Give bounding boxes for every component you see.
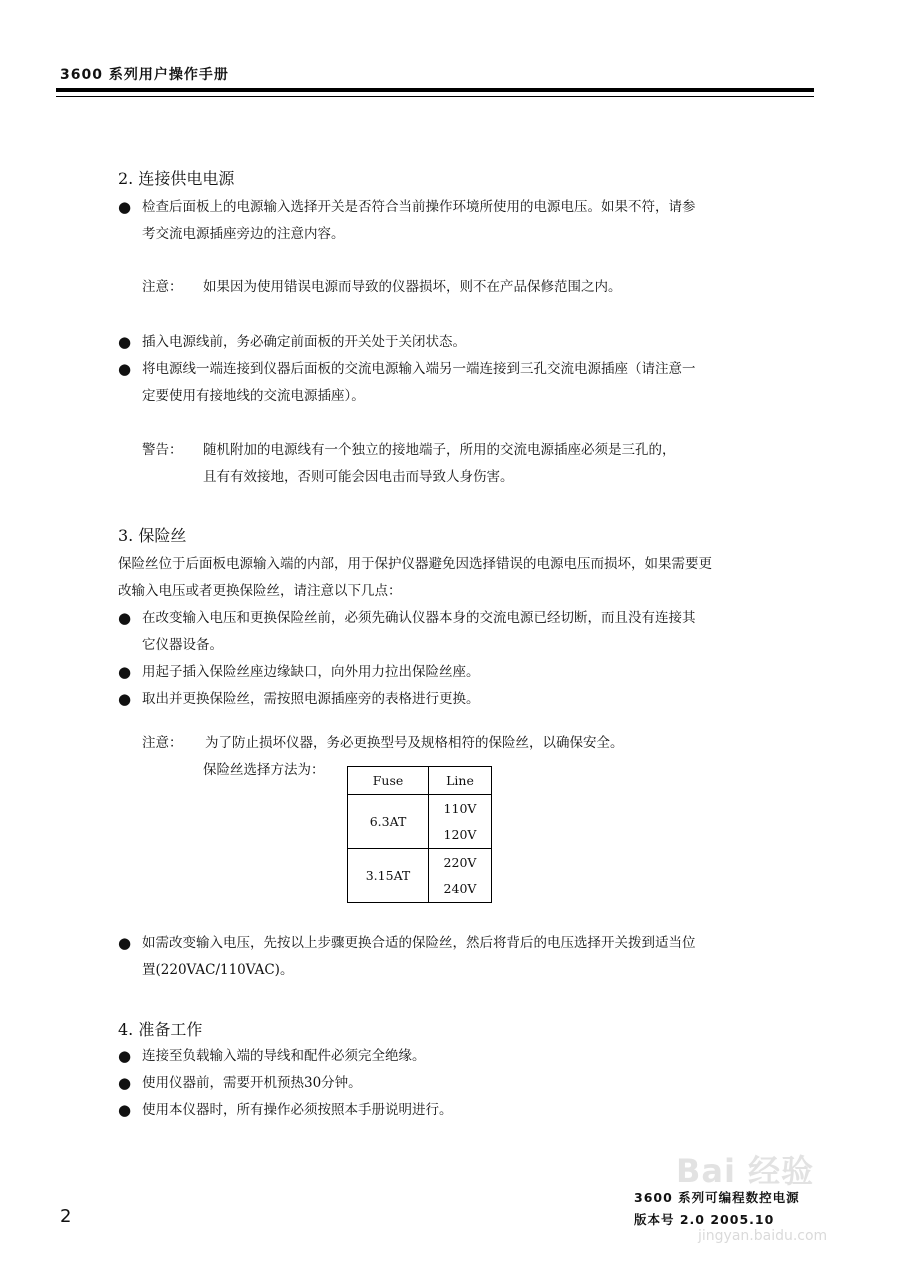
baidu-watermark-logo: Bai 经验 — [676, 1152, 815, 1190]
header-rule-thick — [56, 88, 814, 92]
fuse-intro-line-1: 保险丝位于后面板电源输入端的内部，用于保护仪器避免因选择错误的电源电压而损坏，如果需要更 — [118, 556, 712, 572]
page-number: 2 — [60, 1206, 72, 1227]
fuse-table-cell-line: 220V — [429, 849, 492, 876]
header-rule-thin — [56, 96, 814, 97]
power-warning-line-1: 随机附加的电源线有一个独立的接地端子，所用的交流电源插座必须是三孔的， — [203, 442, 676, 458]
fuse-note-label: 注意： — [142, 735, 183, 751]
section-2-heading: 2. 连接供电电源 — [118, 169, 235, 188]
footer-product: 3600 系列可编程数控电源 — [634, 1190, 800, 1205]
power-bullet-1-line-1: 检查后面板上的电源输入选择开关是否符合当前操作环境所使用的电源电压。如果不符，请参 — [142, 199, 696, 215]
prep-bullet-3: 使用本仪器时，所有操作必须按照本手册说明进行。 — [142, 1102, 453, 1118]
manual-title: 3600 系列用户操作手册 — [60, 67, 229, 83]
fuse-method-label: 保险丝选择方法为： — [203, 762, 325, 778]
power-bullet-1-line-2: 考交流电源插座旁边的注意内容。 — [142, 226, 345, 242]
fuse-note-text: 为了防止损坏仪器，务必更换型号及规格相符的保险丝，以确保安全。 — [205, 735, 624, 751]
bullet-icon: ● — [118, 663, 132, 681]
bullet-icon: ● — [118, 609, 132, 627]
fuse-bullet-4-line-1: 如需改变输入电压，先按以上步骤更换合适的保险丝，然后将背后的电压选择开关拨到适当位 — [142, 935, 696, 951]
bullet-icon: ● — [118, 1047, 132, 1065]
prep-bullet-1: 连接至负载输入端的导线和配件必须完全绝缘。 — [142, 1048, 426, 1064]
footer-version: 版本号 2.0 2005.10 — [634, 1212, 775, 1227]
section-3-heading: 3. 保险丝 — [118, 526, 187, 545]
power-warning-line-2: 且有有效接地，否则可能会因电击而导致人身伤害。 — [203, 469, 514, 485]
fuse-bullet-1-line-2: 它仪器设备。 — [142, 637, 223, 653]
fuse-table — [347, 766, 492, 903]
power-bullet-2: 插入电源线前，务必确定前面板的开关处于关闭状态。 — [142, 334, 466, 350]
bullet-icon: ● — [118, 333, 132, 351]
bullet-icon: ● — [118, 1074, 132, 1092]
power-warning-label: 警告： — [142, 442, 183, 458]
bullet-icon: ● — [118, 690, 132, 708]
fuse-bullet-3: 取出并更换保险丝，需按照电源插座旁的表格进行更换。 — [142, 691, 480, 707]
fuse-bullet-2: 用起子插入保险丝座边缘缺口，向外用力拉出保险丝座。 — [142, 664, 480, 680]
baidu-watermark-url: jingyan.baidu.com — [698, 1228, 828, 1244]
bullet-icon: ● — [118, 934, 132, 952]
prep-bullet-2: 使用仪器前，需要开机预热30分钟。 — [142, 1075, 362, 1091]
fuse-bullet-1-line-1: 在改变输入电压和更换保险丝前，必须先确认仪器本身的交流电源已经切断，而且没有连接其 — [142, 610, 696, 626]
power-bullet-3-line-2: 定要使用有接地线的交流电源插座）。 — [142, 388, 365, 404]
bullet-icon: ● — [118, 198, 132, 216]
fuse-table-cell-fuse: 3.15AT — [348, 849, 429, 903]
bullet-icon: ● — [118, 1101, 132, 1119]
fuse-table-cell-line: 240V — [429, 876, 492, 903]
power-bullet-3-line-1: 将电源线一端连接到仪器后面板的交流电源输入端另一端连接到三孔交流电源插座（请注意一 — [142, 361, 696, 377]
power-note-label: 注意： — [142, 279, 183, 295]
bullet-icon: ● — [118, 360, 132, 378]
power-note-text: 如果因为使用错误电源而导致的仪器损坏，则不在产品保修范围之内。 — [203, 279, 622, 295]
fuse-table-header-line: Line — [429, 767, 492, 795]
fuse-table-cell-line: 120V — [429, 822, 492, 849]
fuse-table-header-fuse: Fuse — [348, 767, 429, 795]
section-4-heading: 4. 准备工作 — [118, 1020, 203, 1039]
fuse-intro-line-2: 改输入电压或者更换保险丝，请注意以下几点： — [118, 583, 402, 599]
fuse-table-cell-line: 110V — [429, 795, 492, 822]
fuse-bullet-4-line-2: 置(220VAC/110VAC)。 — [142, 962, 294, 978]
fuse-table-cell-fuse: 6.3AT — [348, 795, 429, 849]
